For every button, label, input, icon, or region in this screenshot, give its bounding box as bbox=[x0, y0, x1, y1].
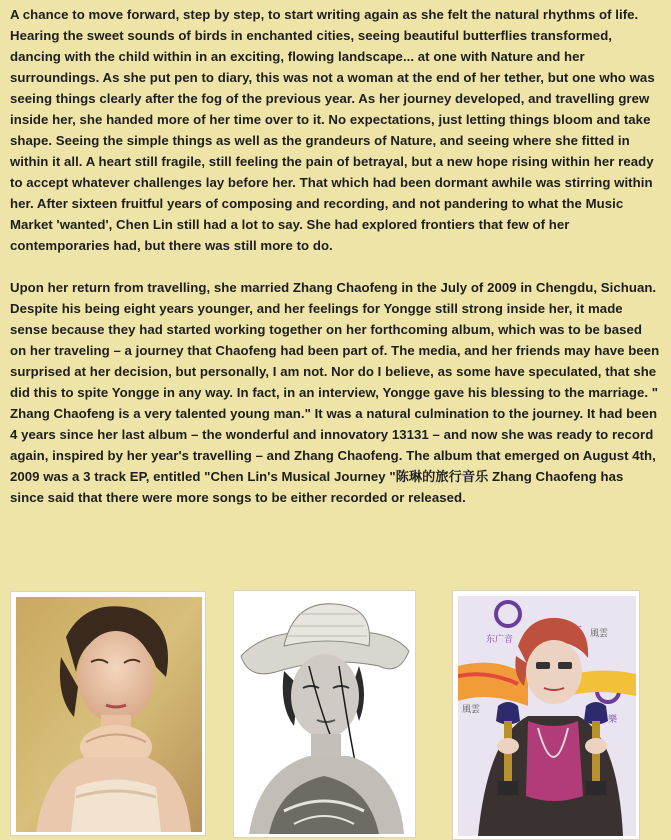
backdrop-logo-text-3: 風雲 bbox=[590, 629, 609, 639]
article-paragraph-1: A chance to move forward, step by step, to start writing again as she felt the natural rhythms of life. Hearing the sweet sounds of birds in enchanted cities, seeing beautiful butterflies transformed, dancing with the child within in an exciting, flowing landscape... at one with Nature and her surroundings. As she put pen to diary, this was not a woman at the end of her tether, but one who was seeing things clearly after the fog of the previous year. As her journey developed, and travelling grew inside her, she handed more of her time over to it. No expectations, just letting things bloom and take shape. Seeing the simple things as well as the grandeurs of Nature, and seeing where she fitted in within it all. A heart still fragile, still feeling the pain of betrayal, but a new hope rising within her ready to accept whatever challenges lay before her. That which had been dormant awhile was stirring within her. After sixteen fruitful years of composing and recording, and not pandering to what the Music Market 'wanted', Chen Lin still had a lot to say. She had explored frontiers that few of her contemporaries had, but there was still more to do. bbox=[10, 7, 655, 253]
backdrop-logo-text-1: 东广音 bbox=[486, 635, 514, 645]
backdrop-logo-text-4: 風雲 bbox=[462, 705, 481, 715]
article-paragraph-2: Upon her return from travelling, she married Zhang Chaofeng in the July of 2009 in Chengdu, Sichuan. Despite his being eight years younger, and her feelings for Yongge still strong inside her, it made sense because they had started working together on her forthcoming album, which was to be based on her traveling – a journey that Chaofeng had been part of. The media, and her friends may have been surprised at her decision, but personally, I am not. Nor do I believe, as some have speculated, that she did this to spite Yongge in any way. In fact, in an interview, Yongge gave his blessing to the marriage. " Zhang Chaofeng is a very talented young man." It was a natural culmination to the journey. It had been 4 years since her last album – the wonderful and innovatory 13131 – and now she was ready to record again, inspired by her year's travelling – and Zhang Chaofeng. The album that emerged on August 4th, 2009 was a 3 track EP, entitled "Chen Lin's Musical Journey "陈琳的旅行音乐 Zhang Chaofeng has since said that there were more songs to be either recorded or released. bbox=[10, 280, 660, 505]
backdrop-logo-text-5: 樂 bbox=[608, 715, 618, 725]
photo-portrait-hands bbox=[10, 591, 206, 836]
cowboy-hat-image bbox=[239, 596, 412, 834]
award-event-image bbox=[458, 596, 636, 836]
photo-gallery bbox=[0, 588, 671, 840]
article-text bbox=[10, 4, 661, 529]
photo-cowboy-hat bbox=[233, 590, 416, 838]
portrait-hands-image bbox=[16, 597, 202, 832]
photo-award-event bbox=[452, 590, 640, 840]
